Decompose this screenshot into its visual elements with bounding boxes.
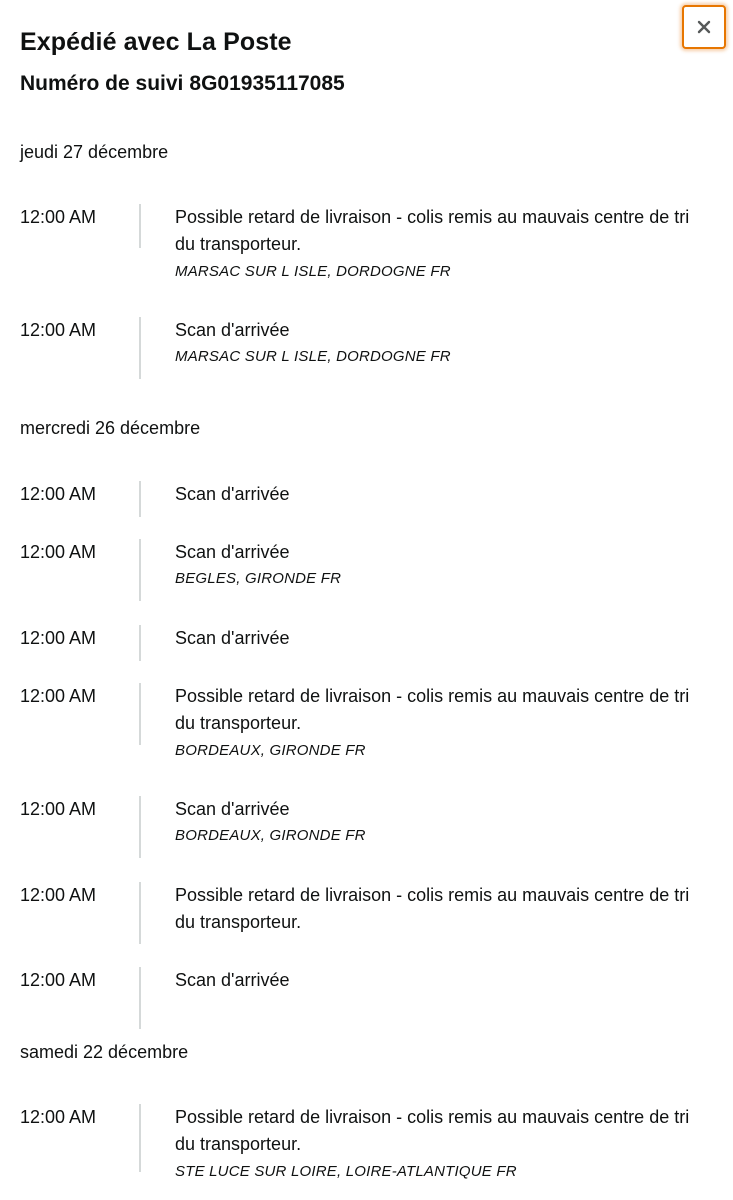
event-location: MARSAC SUR L ISLE, DORDOGNE FR <box>175 263 451 280</box>
event-time: 12:00 AM <box>20 799 97 819</box>
timeline-bar <box>139 1104 141 1172</box>
timeline-bar <box>139 683 141 745</box>
event-time: 12:00 AM <box>20 542 97 562</box>
tracking-number: 8G01935117085 <box>189 72 345 95</box>
timeline-bar <box>139 796 141 858</box>
event-description: Possible retard de livraison - colis remis au mauvais centre de tri du transporteur. <box>175 1107 690 1154</box>
event-description: Possible retard de livraison - colis remis au mauvais centre de tri du transporteur. <box>175 885 690 932</box>
event-time: 12:00 AM <box>20 1107 97 1127</box>
timeline-bar <box>139 204 141 248</box>
close-icon <box>697 20 711 34</box>
close-button[interactable] <box>682 5 726 49</box>
shipment-header <box>20 24 673 99</box>
event-time: 12:00 AM <box>20 628 97 648</box>
event-description: Scan d'arrivée <box>175 484 290 504</box>
event-description: Scan d'arrivée <box>175 628 290 648</box>
timeline-bar <box>139 317 141 379</box>
event-location: MARSAC SUR L ISLE, DORDOGNE FR <box>175 348 451 365</box>
event-time: 12:00 AM <box>20 970 97 990</box>
event-description: Scan d'arrivée <box>175 799 290 819</box>
tracking-number-line <box>20 69 673 99</box>
day-date: jeudi 27 décembre <box>20 142 169 162</box>
event-location: BEGLES, GIRONDE FR <box>175 570 342 587</box>
event-time: 12:00 AM <box>20 686 97 706</box>
event-location: STE LUCE SUR LOIRE, LOIRE-ATLANTIQUE FR <box>175 1163 517 1180</box>
day-date: samedi 22 décembre <box>20 1042 189 1062</box>
timeline-bar <box>139 539 141 601</box>
event-time: 12:00 AM <box>20 320 97 340</box>
event-location: BORDEAUX, GIRONDE FR <box>175 827 366 844</box>
timeline-bar <box>139 481 141 517</box>
event-description: Scan d'arrivée <box>175 970 290 990</box>
timeline-bar <box>139 882 141 944</box>
event-description: Scan d'arrivée <box>175 320 290 340</box>
event-time: 12:00 AM <box>20 885 97 905</box>
tracking-label: Numéro de suivi <box>20 72 184 95</box>
timeline-bar <box>139 967 141 1029</box>
event-description: Possible retard de livraison - colis remis au mauvais centre de tri du transporteur. <box>175 207 690 254</box>
timeline-bar <box>139 625 141 661</box>
day-date: mercredi 26 décembre <box>20 418 201 438</box>
event-location: BORDEAUX, GIRONDE FR <box>175 742 366 759</box>
event-time: 12:00 AM <box>20 484 97 504</box>
event-description: Scan d'arrivée <box>175 542 290 562</box>
event-description: Possible retard de livraison - colis remis au mauvais centre de tri du transporteur. <box>175 686 690 733</box>
carrier-title: Expédié avec La Poste <box>20 28 292 56</box>
event-time: 12:00 AM <box>20 207 97 227</box>
